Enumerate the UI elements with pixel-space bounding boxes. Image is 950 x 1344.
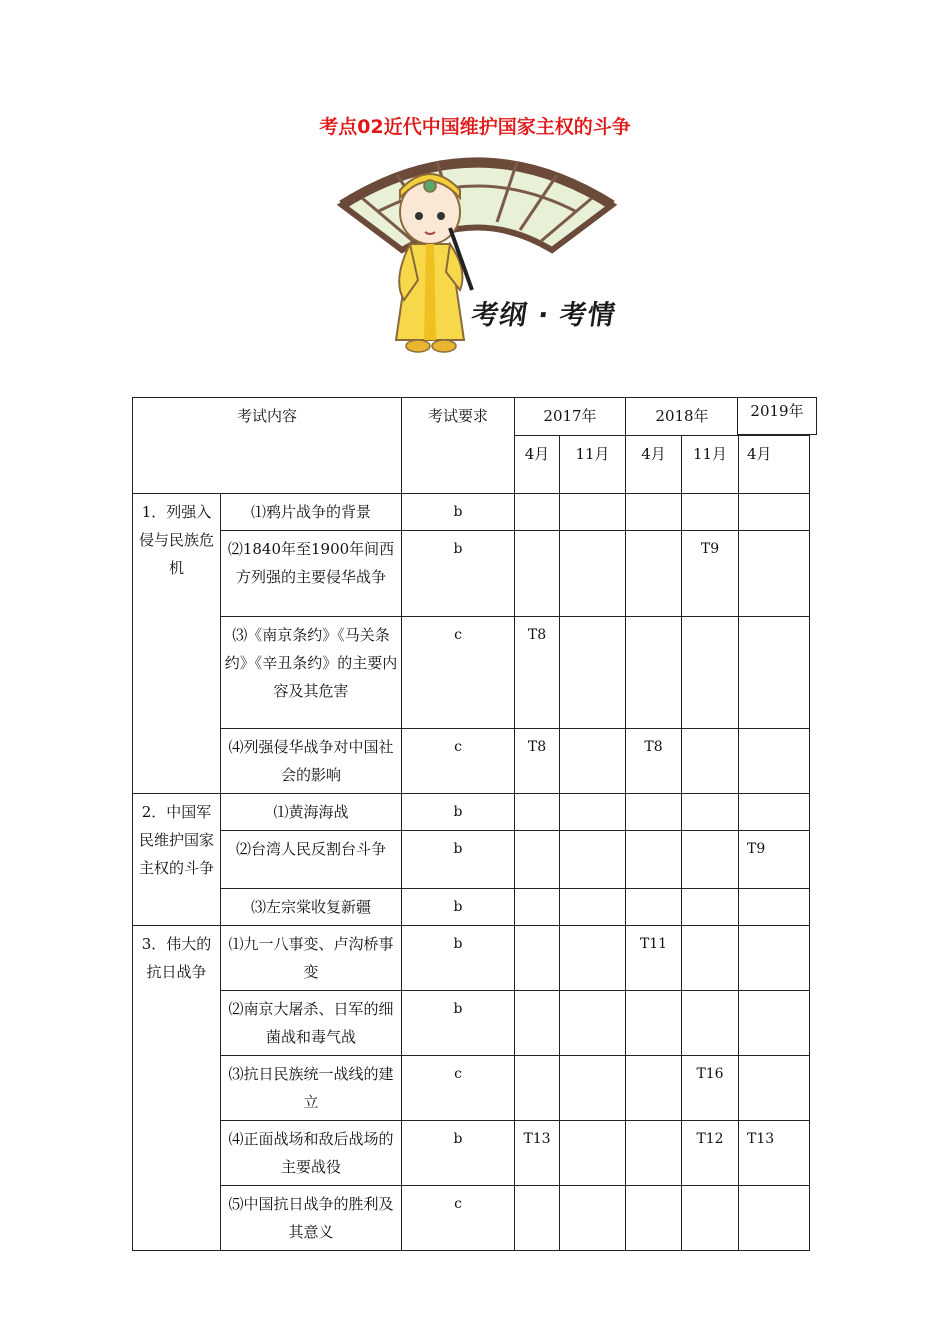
table-row — [133, 991, 810, 1056]
exam-mark-cell — [560, 889, 626, 926]
header-month: 11月 — [682, 436, 739, 494]
exam-mark-cell — [739, 1186, 810, 1251]
table-row — [133, 889, 810, 926]
requirement-cell: c — [402, 1186, 515, 1251]
header-month: 4月 — [626, 436, 682, 494]
exam-mark-cell — [739, 494, 810, 531]
requirement-cell: b — [402, 531, 515, 617]
exam-mark-cell — [682, 926, 739, 991]
exam-mark-cell — [515, 926, 560, 991]
exam-mark-cell — [560, 617, 626, 729]
exam-mark-cell — [682, 889, 739, 926]
exam-mark-cell: T12 — [682, 1121, 739, 1186]
exam-mark-cell: T8 — [515, 617, 560, 729]
exam-mark-cell — [515, 1056, 560, 1121]
exam-mark-cell — [682, 831, 739, 889]
exam-mark-cell — [626, 1121, 682, 1186]
table-row — [133, 794, 810, 831]
topic-cell: ⑵台湾人民反割台斗争 — [221, 831, 402, 889]
topic-cell: ⑵南京大屠杀、日军的细菌战和毒气战 — [221, 991, 402, 1056]
exam-mark-cell — [560, 1056, 626, 1121]
topic-cell: ⑷列强侵华战争对中国社会的影响 — [221, 729, 402, 794]
exam-mark-cell: T9 — [682, 531, 739, 617]
header-year-2017: 2017年 — [515, 398, 626, 436]
exam-mark-cell — [515, 831, 560, 889]
requirement-cell: b — [402, 794, 515, 831]
exam-mark-cell: T16 — [682, 1056, 739, 1121]
header-month: 4月 — [515, 436, 560, 494]
exam-mark-cell — [739, 617, 810, 729]
exam-mark-cell — [682, 494, 739, 531]
topic-cell: ⑷正面战场和敌后战场的主要战役 — [221, 1121, 402, 1186]
exam-mark-cell — [626, 831, 682, 889]
requirement-cell: b — [402, 991, 515, 1056]
table-row — [133, 831, 810, 889]
requirement-cell: c — [402, 1056, 515, 1121]
table-row — [133, 729, 810, 794]
exam-mark-cell — [626, 1186, 682, 1251]
exam-mark-cell — [515, 991, 560, 1056]
header-month: 11月 — [560, 436, 626, 494]
header-requirement: 考试要求 — [402, 398, 515, 494]
exam-mark-cell — [626, 494, 682, 531]
table-row — [133, 617, 810, 729]
requirement-cell: b — [402, 926, 515, 991]
requirement-cell: b — [402, 1121, 515, 1186]
exam-mark-cell — [682, 794, 739, 831]
page-title: 考点02近代中国维护国家主权的斗争 — [319, 116, 631, 138]
exam-mark-cell — [560, 831, 626, 889]
exam-mark-cell — [515, 794, 560, 831]
category-cell: 1．列强入侵与民族危机 — [133, 494, 221, 794]
exam-mark-cell — [560, 729, 626, 794]
header-year-2018: 2018年 — [626, 398, 739, 436]
exam-mark-cell — [739, 729, 810, 794]
exam-mark-cell — [682, 1186, 739, 1251]
requirement-cell: b — [402, 494, 515, 531]
exam-mark-cell — [739, 794, 810, 831]
exam-mark-cell — [682, 991, 739, 1056]
topic-cell: ⑶左宗棠收复新疆 — [221, 889, 402, 926]
topic-cell: ⑴九一八事变、卢沟桥事变 — [221, 926, 402, 991]
table-row — [133, 1056, 810, 1121]
category-cell: 2．中国军民维护国家主权的斗争 — [133, 794, 221, 926]
table-row — [133, 531, 810, 617]
header-year-2019: 2019年 — [737, 397, 817, 435]
exam-table — [132, 397, 810, 1251]
table-row — [133, 1121, 810, 1186]
requirement-cell: c — [402, 617, 515, 729]
topic-cell: ⑴鸦片战争的背景 — [221, 494, 402, 531]
exam-mark-cell — [739, 991, 810, 1056]
topic-cell: ⑴黄海海战 — [221, 794, 402, 831]
header-month: 4月 — [739, 436, 810, 494]
exam-mark-cell — [682, 729, 739, 794]
table-row — [133, 494, 810, 531]
topic-cell: ⑶抗日民族统一战线的建立 — [221, 1056, 402, 1121]
exam-mark-cell: T9 — [739, 831, 810, 889]
exam-mark-cell — [560, 494, 626, 531]
exam-mark-cell: T8 — [626, 729, 682, 794]
exam-mark-cell — [682, 617, 739, 729]
table-row — [133, 926, 810, 991]
exam-mark-cell — [560, 926, 626, 991]
header-content: 考试内容 — [133, 398, 402, 494]
exam-mark-cell — [626, 531, 682, 617]
category-cell: 3．伟大的抗日战争 — [133, 926, 221, 1251]
exam-mark-cell — [515, 494, 560, 531]
requirement-cell: b — [402, 831, 515, 889]
topic-cell: ⑵1840年至1900年间西方列强的主要侵华战争 — [221, 531, 402, 617]
exam-mark-cell — [560, 1186, 626, 1251]
topic-cell: ⑶《南京条约》《马关条约》《辛丑条约》的主要内容及其危害 — [221, 617, 402, 729]
exam-mark-cell — [560, 794, 626, 831]
banner-text: 考纲 · 考情 — [469, 300, 618, 331]
exam-mark-cell — [739, 531, 810, 617]
exam-mark-cell: T8 — [515, 729, 560, 794]
exam-mark-cell — [626, 1056, 682, 1121]
exam-mark-cell — [739, 926, 810, 991]
requirement-cell: c — [402, 729, 515, 794]
exam-mark-cell — [739, 1056, 810, 1121]
exam-mark-cell — [626, 617, 682, 729]
exam-mark-cell — [626, 889, 682, 926]
exam-mark-cell — [515, 1186, 560, 1251]
exam-mark-cell — [626, 794, 682, 831]
topic-cell: ⑸中国抗日战争的胜利及其意义 — [221, 1186, 402, 1251]
exam-mark-cell — [739, 889, 810, 926]
requirement-cell: b — [402, 889, 515, 926]
exam-mark-cell — [515, 889, 560, 926]
exam-mark-cell: T11 — [626, 926, 682, 991]
table-row — [133, 1186, 810, 1251]
exam-mark-cell — [626, 991, 682, 1056]
exam-mark-cell — [560, 1121, 626, 1186]
exam-mark-cell: T13 — [739, 1121, 810, 1186]
scholar-fan-illustration — [322, 150, 632, 365]
exam-mark-cell — [560, 991, 626, 1056]
exam-mark-cell: T13 — [515, 1121, 560, 1186]
exam-mark-cell — [515, 531, 560, 617]
exam-mark-cell — [560, 531, 626, 617]
